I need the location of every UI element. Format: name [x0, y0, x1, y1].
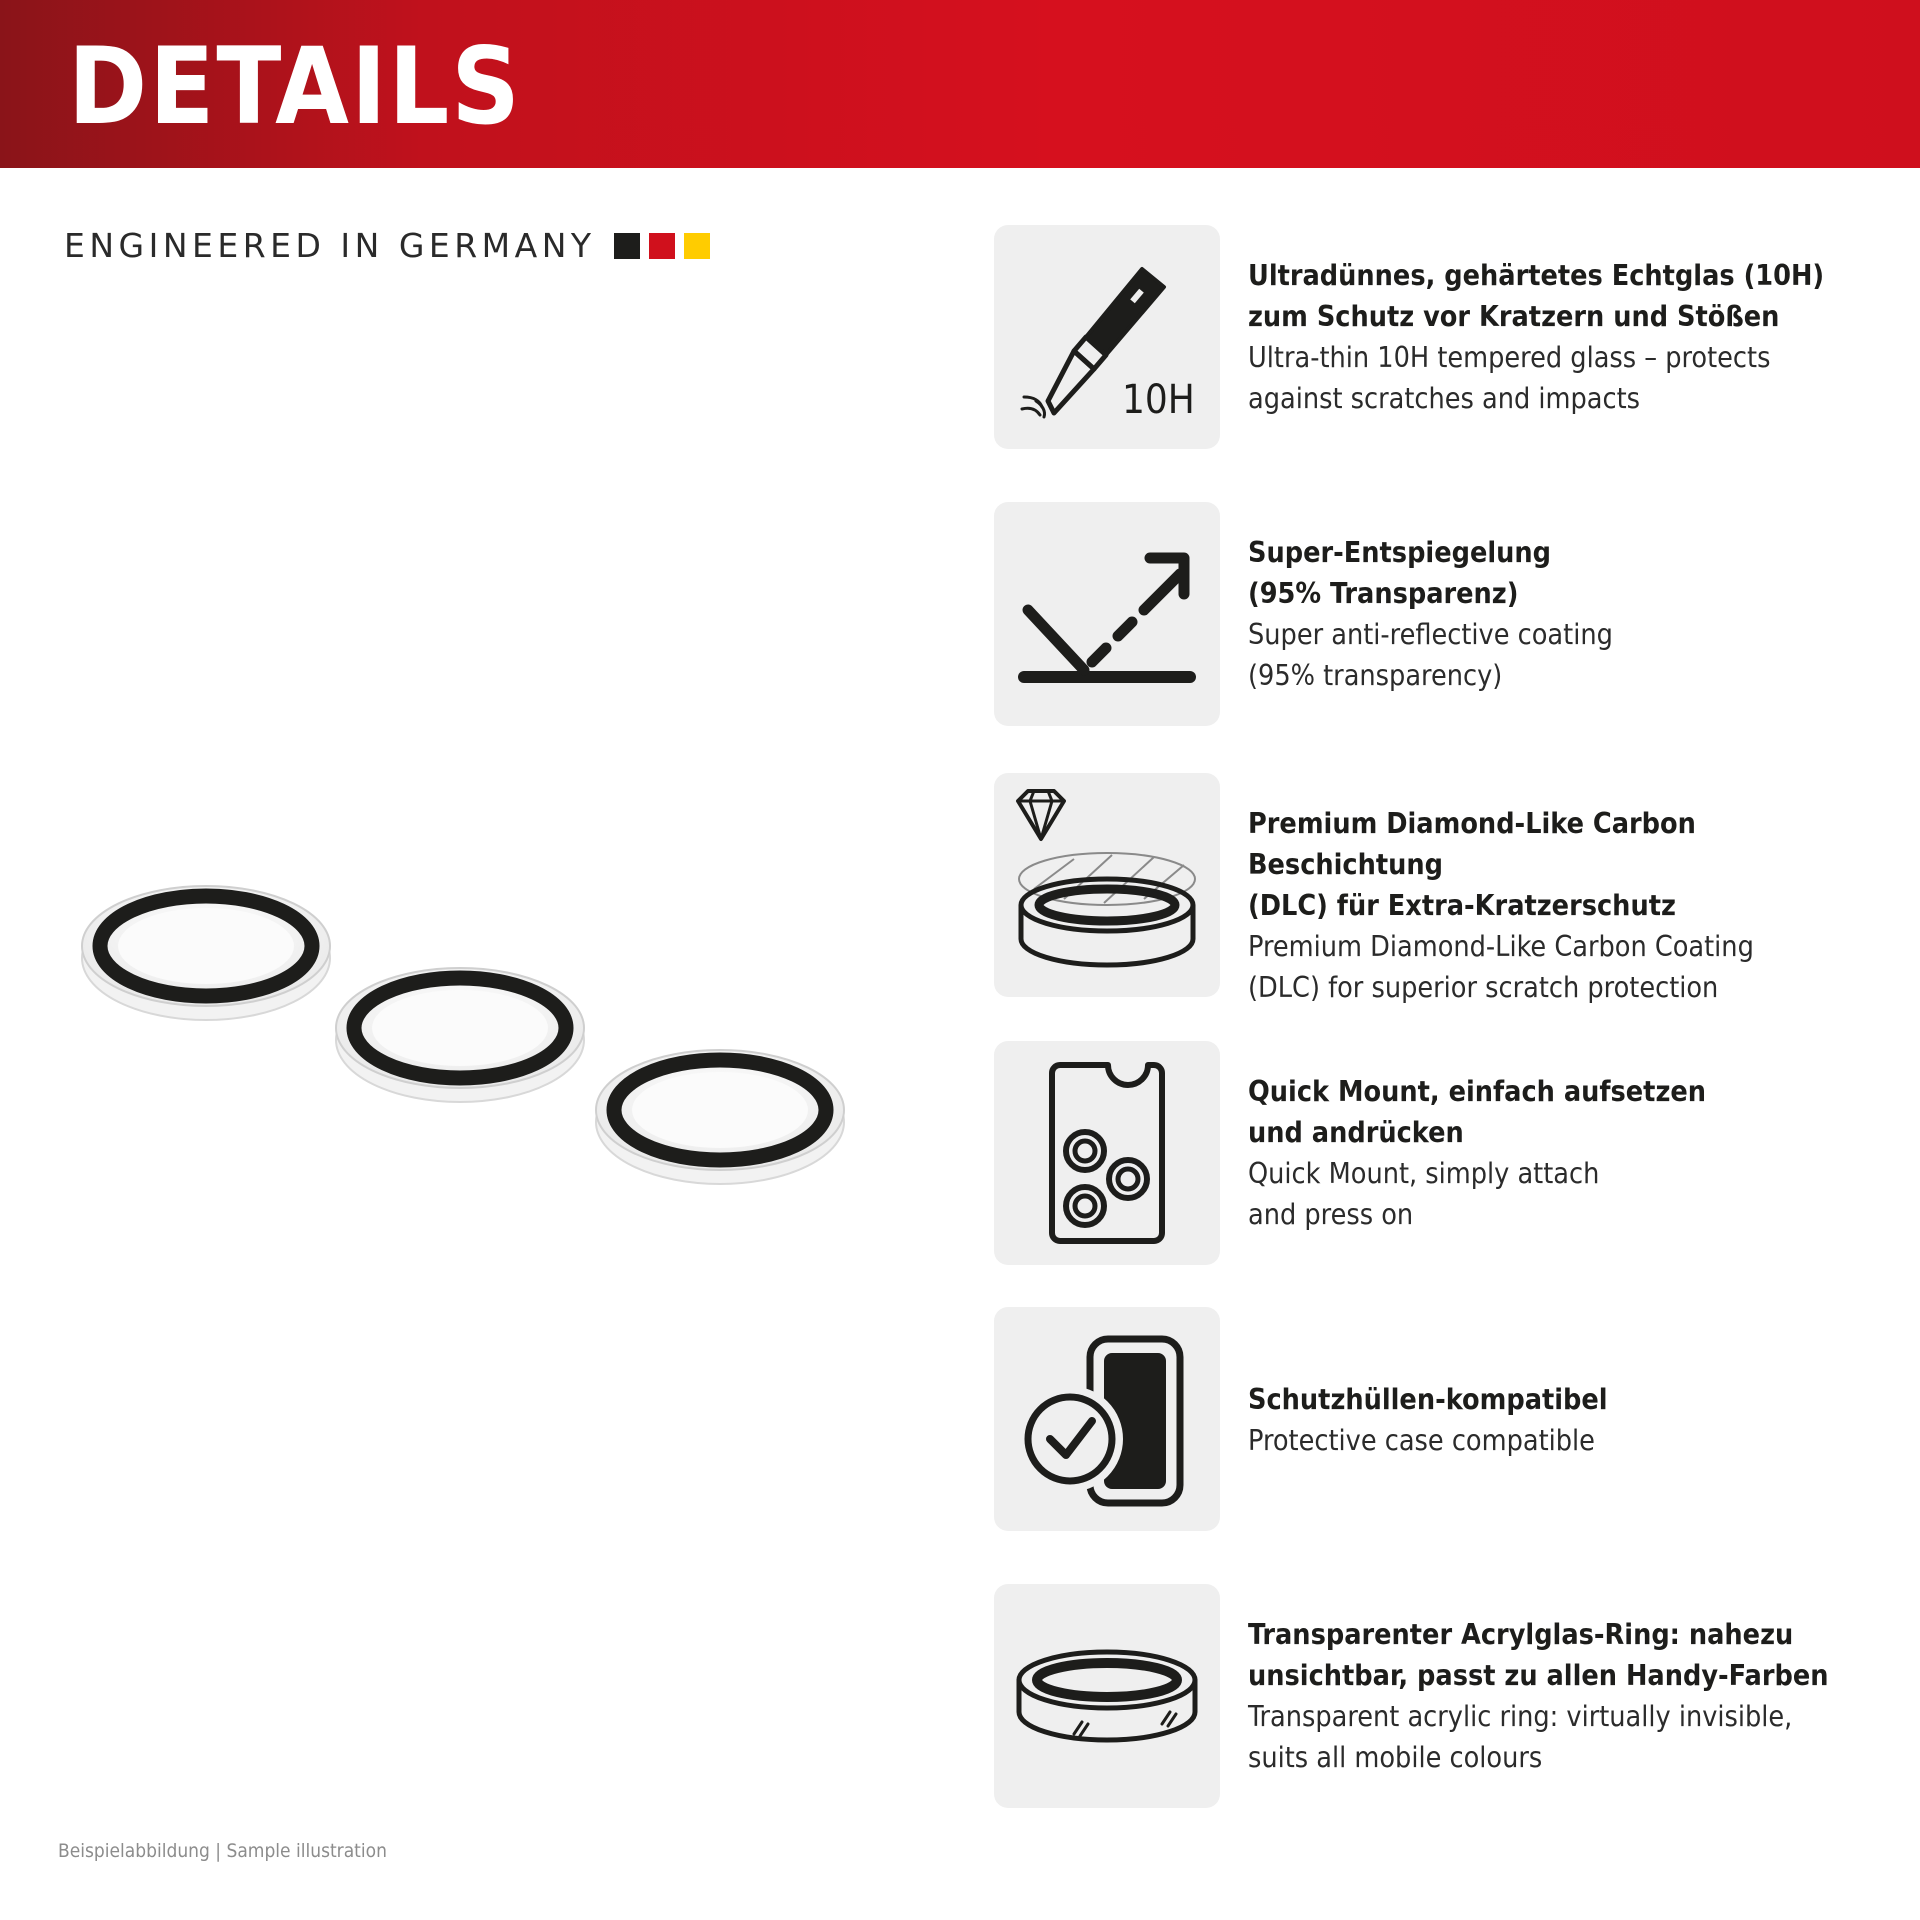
tagline-text: ENGINEERED IN GERMANY: [64, 226, 596, 265]
engineered-in-germany: [64, 226, 710, 265]
feature-desc-line: Ultra-thin 10H tempered glass – protects: [1248, 341, 1771, 374]
feature-title-line: Transparenter Acrylglas-Ring: nahezu: [1248, 1618, 1794, 1651]
flag-black: [614, 233, 640, 259]
feature-title-line: Premium Diamond-Like Carbon Beschichtung: [1248, 807, 1696, 881]
feature-desc-line: against scratches and impacts: [1248, 382, 1641, 415]
feature-text: [1248, 532, 1898, 696]
feature-title-line: und andrücken: [1248, 1116, 1464, 1149]
feature-text: [1248, 803, 1898, 1008]
icon-tile: [994, 502, 1220, 726]
feature-text: [1248, 1379, 1898, 1461]
product-image: [60, 840, 860, 1260]
anti-reflection-arrow-icon: [994, 502, 1220, 726]
feature-desc-line: and press on: [1248, 1198, 1414, 1231]
lens-ring-1: [82, 886, 330, 1020]
icon-tile: [994, 773, 1220, 997]
feature-desc-line: Transparent acrylic ring: virtually invisible,: [1248, 1700, 1793, 1733]
icon-tile: [994, 1584, 1220, 1808]
feature-desc-line: Premium Diamond-Like Carbon Coating: [1248, 930, 1754, 963]
german-flag-icon: [614, 233, 710, 259]
feature-text: [1248, 1071, 1898, 1235]
lens-ring-3: [596, 1050, 844, 1184]
feature-desc-line: (DLC) for superior scratch protection: [1248, 971, 1719, 1004]
feature-title-line: Super-Entspiegelung: [1248, 536, 1552, 569]
diamond-coating-icon: [994, 773, 1220, 997]
feature-title-line: Ultradünnes, gehärtetes Echtglas (10H): [1248, 259, 1825, 292]
page-title: DETAILS: [68, 25, 522, 148]
case-compatible-check-icon: [994, 1307, 1220, 1531]
phone-camera-mount-icon: [994, 1041, 1220, 1265]
feature-desc-line: (95% transparency): [1248, 659, 1503, 692]
feature-desc-line: Quick Mount, simply attach: [1248, 1157, 1600, 1190]
icon-tile: [994, 225, 1220, 449]
acrylic-ring-icon: [994, 1584, 1220, 1808]
lens-ring-2: [336, 968, 584, 1102]
feature-title-line: zum Schutz vor Kratzern und Stößen: [1248, 300, 1780, 333]
icon-tile: [994, 1307, 1220, 1531]
feature-title-line: Quick Mount, einfach aufsetzen: [1248, 1075, 1707, 1108]
flag-gold: [684, 233, 710, 259]
scalpel-10h-icon: [994, 225, 1220, 449]
sample-illustration-note: Beispielabbildung | Sample illustration: [58, 1840, 387, 1862]
feature-desc-line: Super anti-reflective coating: [1248, 618, 1613, 651]
icon-label-10h: 10H: [1122, 377, 1195, 423]
feature-text: [1248, 255, 1898, 419]
flag-red: [649, 233, 675, 259]
feature-title-line: (95% Transparenz): [1248, 577, 1519, 610]
feature-title-line: unsichtbar, passt zu allen Handy-Farben: [1248, 1659, 1829, 1692]
feature-title-line: Schutzhüllen-kompatibel: [1248, 1383, 1608, 1416]
feature-text: [1248, 1614, 1898, 1778]
feature-desc-line: Protective case compatible: [1248, 1424, 1595, 1457]
header-banner: [0, 0, 1920, 168]
feature-title-line: (DLC) für Extra-Kratzerschutz: [1248, 889, 1676, 922]
icon-tile: [994, 1041, 1220, 1265]
feature-desc-line: suits all mobile colours: [1248, 1741, 1543, 1774]
